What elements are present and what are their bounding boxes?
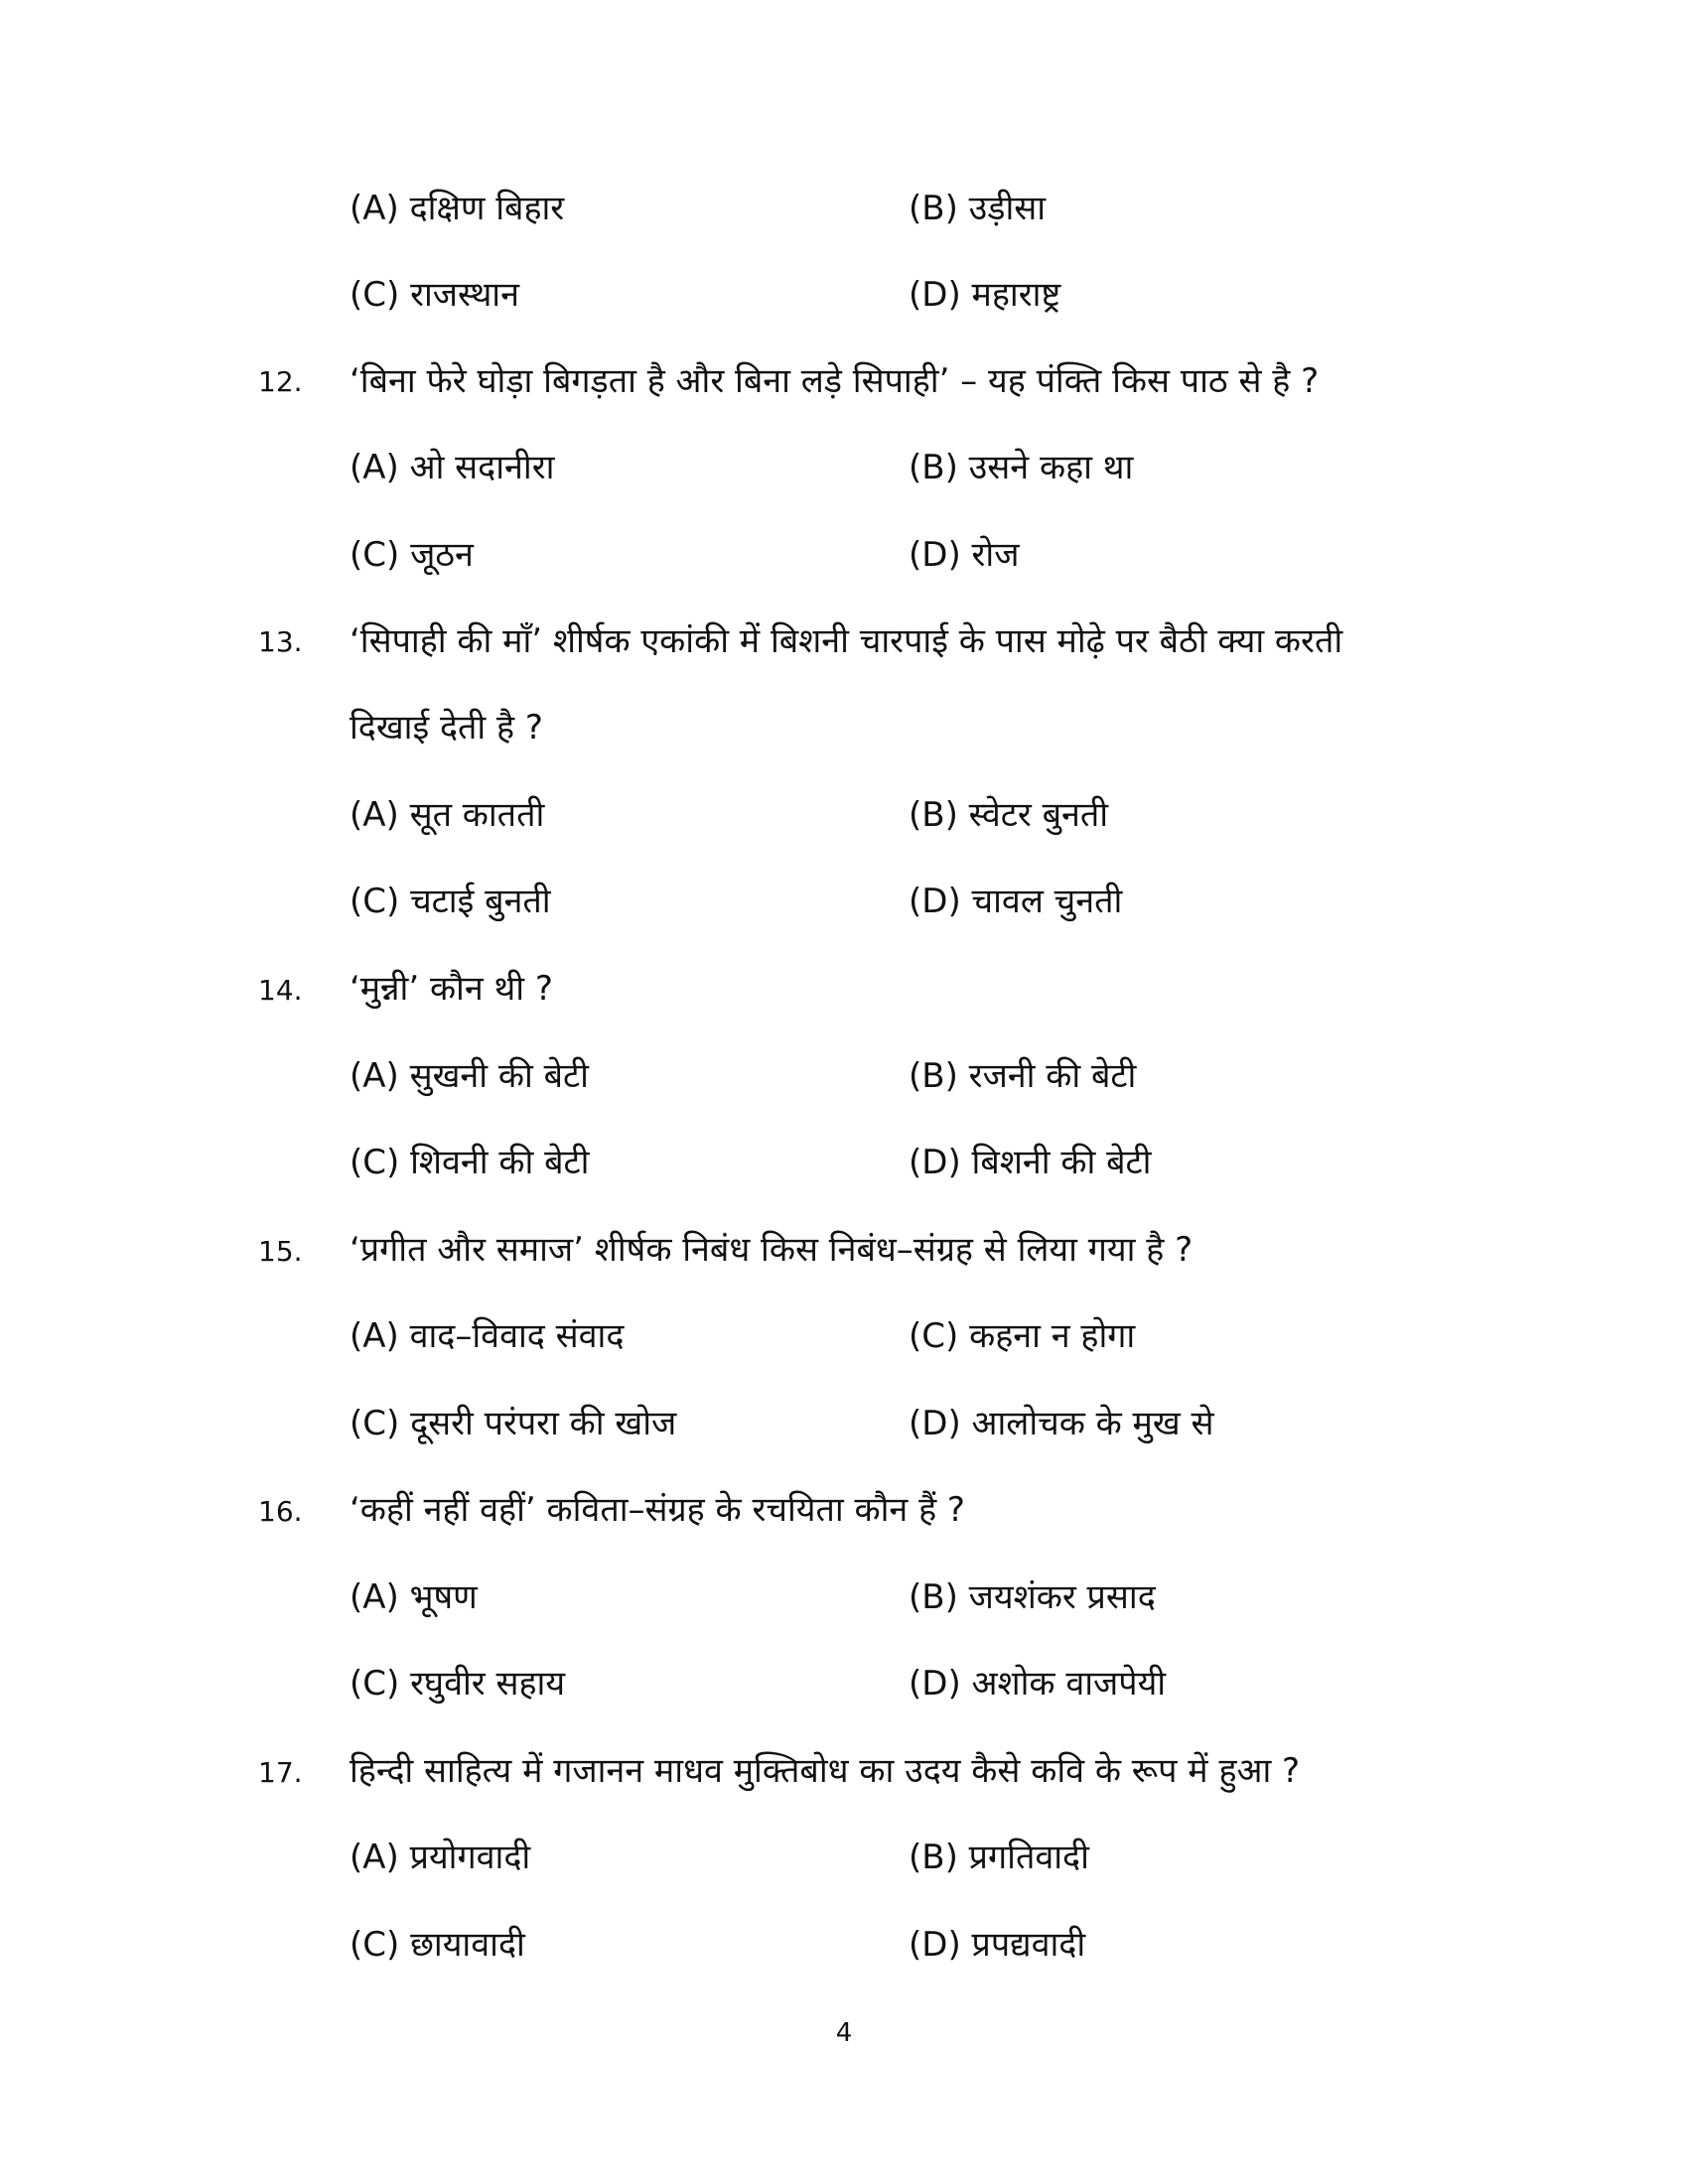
q14-text: ‘मुन्नी’ कौन थी ? <box>350 969 553 1009</box>
q12-option-d: (D) रोज <box>909 535 1020 575</box>
q12-option-a: (A) ओ सदानीरा <box>350 448 555 487</box>
q14-option-a: (A) सुखनी की बेटी <box>350 1056 589 1096</box>
page-number: 4 <box>835 2018 853 2048</box>
q11-option-c: (C) राजस्थान <box>350 275 519 315</box>
q13-text-line-1: ‘सिपाही की माँ’ शीर्षक एकांकी में बिशनी चारपाई के पास मोढ़े पर बैठी क्या करती <box>350 621 1343 661</box>
q14-option-b: (B) रजनी की बेटी <box>909 1056 1137 1096</box>
q13-text-line-2: दिखाई देती है ? <box>350 708 543 748</box>
q16-option-d: (D) अशोक वाजपेयी <box>909 1664 1167 1704</box>
q17-option-d: (D) प्रपद्यवादी <box>909 1925 1086 1965</box>
q16-option-a: (A) भूषण <box>350 1577 478 1617</box>
q15-option-a: (A) वाद–विवाद संवाद <box>350 1316 625 1356</box>
q17-option-a: (A) प्रयोगवादी <box>350 1838 531 1877</box>
q11-option-b: (B) उड़ीसा <box>909 189 1047 228</box>
q16-option-c: (C) रघुवीर सहाय <box>350 1664 566 1704</box>
q12-number: 12. <box>258 365 303 398</box>
q12-option-b: (B) उसने कहा था <box>909 448 1134 487</box>
q11-option-d: (D) महाराष्ट्र <box>909 275 1061 315</box>
q13-option-a: (A) सूत कातती <box>350 795 545 835</box>
q16-number: 16. <box>258 1495 303 1528</box>
q15-option-c: (C) दूसरी परंपरा की खोज <box>350 1404 677 1443</box>
q16-text: ‘कहीं नहीं वहीं’ कविता–संग्रह के रचयिता कौन हैं ? <box>350 1490 965 1530</box>
q17-option-b: (B) प्रगतिवादी <box>909 1838 1089 1877</box>
q12-option-c: (C) जूठन <box>350 535 474 575</box>
q13-number: 13. <box>258 625 303 658</box>
q17-text: हिन्दी साहित्य में गजानन माधव मुक्तिबोध का उदय कैसे कवि के रूप में हुआ ? <box>350 1751 1301 1791</box>
q14-option-d: (D) बिशनी की बेटी <box>909 1143 1152 1182</box>
q13-option-c: (C) चटाई बुनती <box>350 882 551 921</box>
q15-option-d: (D) आलोचक के मुख से <box>909 1404 1214 1443</box>
q14-option-c: (C) शिवनी की बेटी <box>350 1143 590 1182</box>
q16-option-b: (B) जयशंकर प्रसाद <box>909 1577 1156 1617</box>
q17-number: 17. <box>258 1756 303 1789</box>
q13-option-b: (B) स्वेटर बुनती <box>909 795 1109 835</box>
q13-option-d: (D) चावल चुनती <box>909 882 1123 921</box>
q11-option-a: (A) दक्षिण बिहार <box>350 189 565 228</box>
q14-number: 14. <box>258 974 303 1007</box>
q12-text: ‘बिना फेरे घोड़ा बिगड़ता है और बिना लड़े सिपाही’ – यह पंक्ति किस पाठ से है ? <box>350 361 1320 401</box>
q15-number: 15. <box>258 1235 303 1268</box>
q17-option-c: (C) छायावादी <box>350 1925 525 1965</box>
q15-option-b: (C) कहना न होगा <box>909 1316 1136 1356</box>
q15-text: ‘प्रगीत और समाज’ शीर्षक निबंध किस निबंध–संग्रह से लिया गया है ? <box>350 1230 1194 1270</box>
